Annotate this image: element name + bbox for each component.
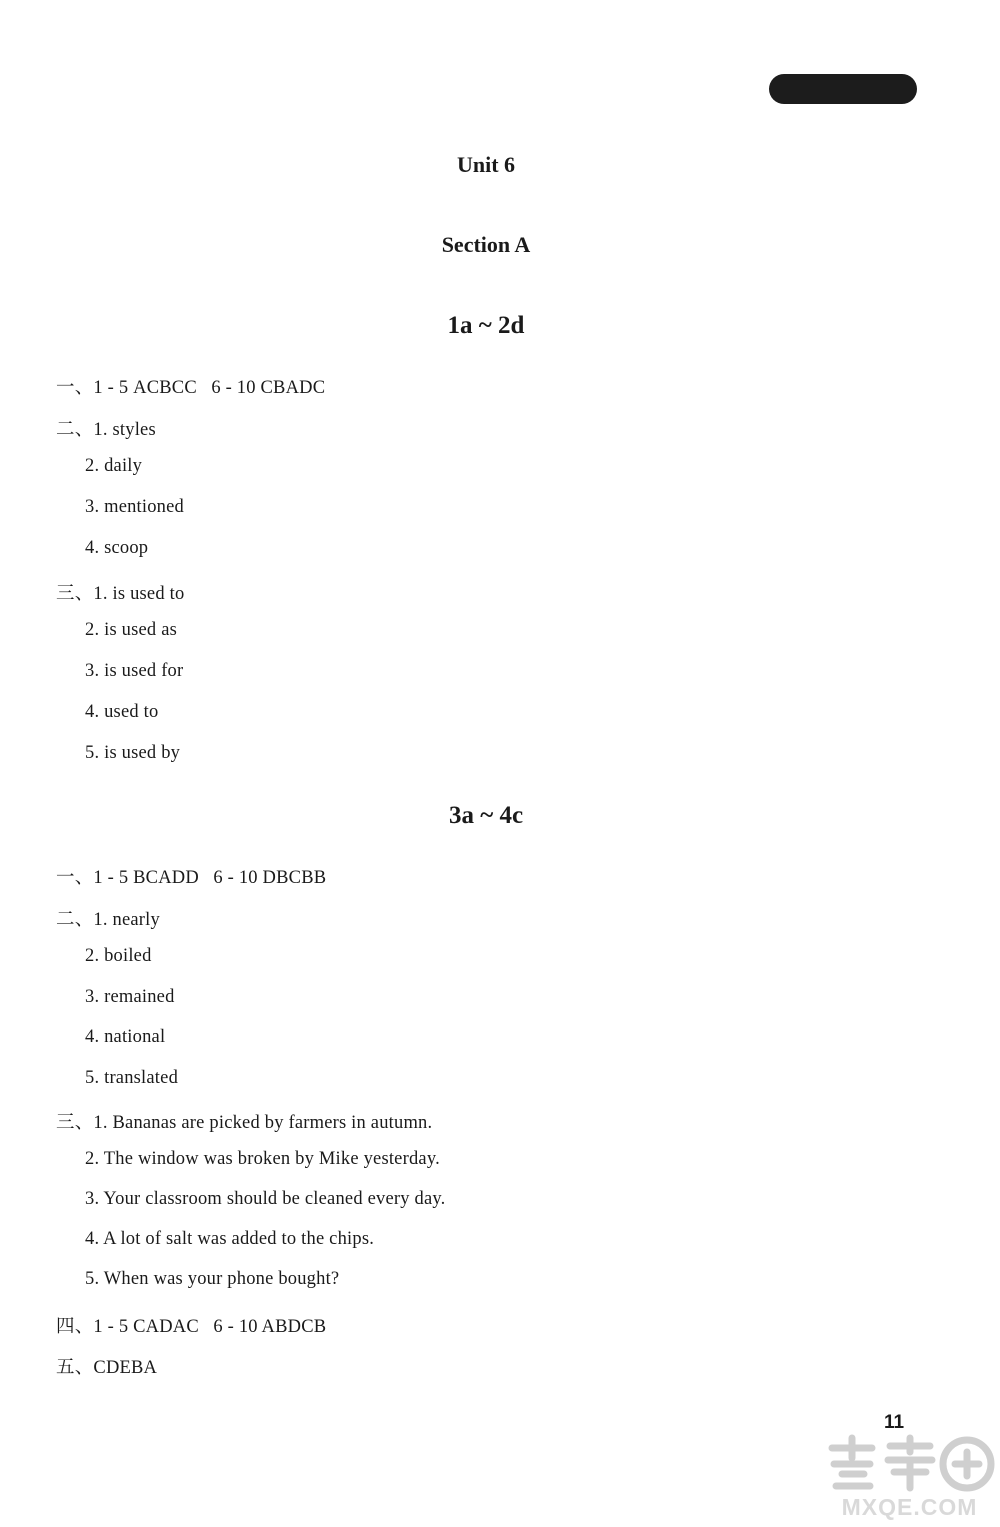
- answer-line: 2. daily: [85, 456, 143, 476]
- answer-line: 二、1. nearly: [56, 910, 160, 930]
- answer-line: 二、1. styles: [56, 420, 156, 440]
- answer-line: 一、1 - 5 ACBCC 6 - 10 CBADC: [56, 378, 326, 398]
- answer-line: 2. The window was broken by Mike yesterday.: [85, 1149, 440, 1169]
- unit-title: Unit 6: [456, 152, 516, 177]
- answer-line: 3. remained: [85, 987, 175, 1007]
- answer-line: 三、1. Bananas are picked by farmers in autumn.: [56, 1113, 433, 1133]
- answer-line: 一、1 - 5 BCADD 6 - 10 DBCBB: [56, 868, 327, 888]
- part-title-1a-2d: 1a ~ 2d: [447, 312, 525, 339]
- watermark-logo: [822, 1430, 997, 1525]
- answer-line: 3. Your classroom should be cleaned every day.: [85, 1189, 446, 1209]
- answer-line: 4. national: [85, 1027, 166, 1047]
- answer-line: 2. is used as: [85, 620, 178, 640]
- answer-line: 5. is used by: [85, 743, 181, 763]
- answer-line: 5. When was your phone bought?: [85, 1269, 340, 1289]
- part-title-3a-4c: 3a ~ 4c: [448, 802, 524, 829]
- answer-line: 4. A lot of salt was added to the chips.: [85, 1229, 375, 1249]
- answer-line: 3. mentioned: [85, 497, 184, 517]
- answer-line: 4. scoop: [85, 538, 149, 558]
- answer-line: 5. translated: [85, 1068, 179, 1088]
- page-number: 11: [884, 1412, 905, 1433]
- section-title: Section A: [441, 232, 531, 257]
- answer-line: 四、1 - 5 CADAC 6 - 10 ABDCB: [56, 1317, 327, 1337]
- header-tab-marker: [769, 74, 917, 104]
- watermark-logo-icon: [822, 1430, 997, 1494]
- answer-line: 4. used to: [85, 702, 159, 722]
- answer-line: 三、1. is used to: [56, 584, 185, 604]
- answer-line: 2. boiled: [85, 946, 152, 966]
- answer-line: 3. is used for: [85, 661, 184, 681]
- watermark-url: MXQE.COM: [841, 1494, 978, 1520]
- answer-line: 五、CDEBA: [56, 1358, 158, 1378]
